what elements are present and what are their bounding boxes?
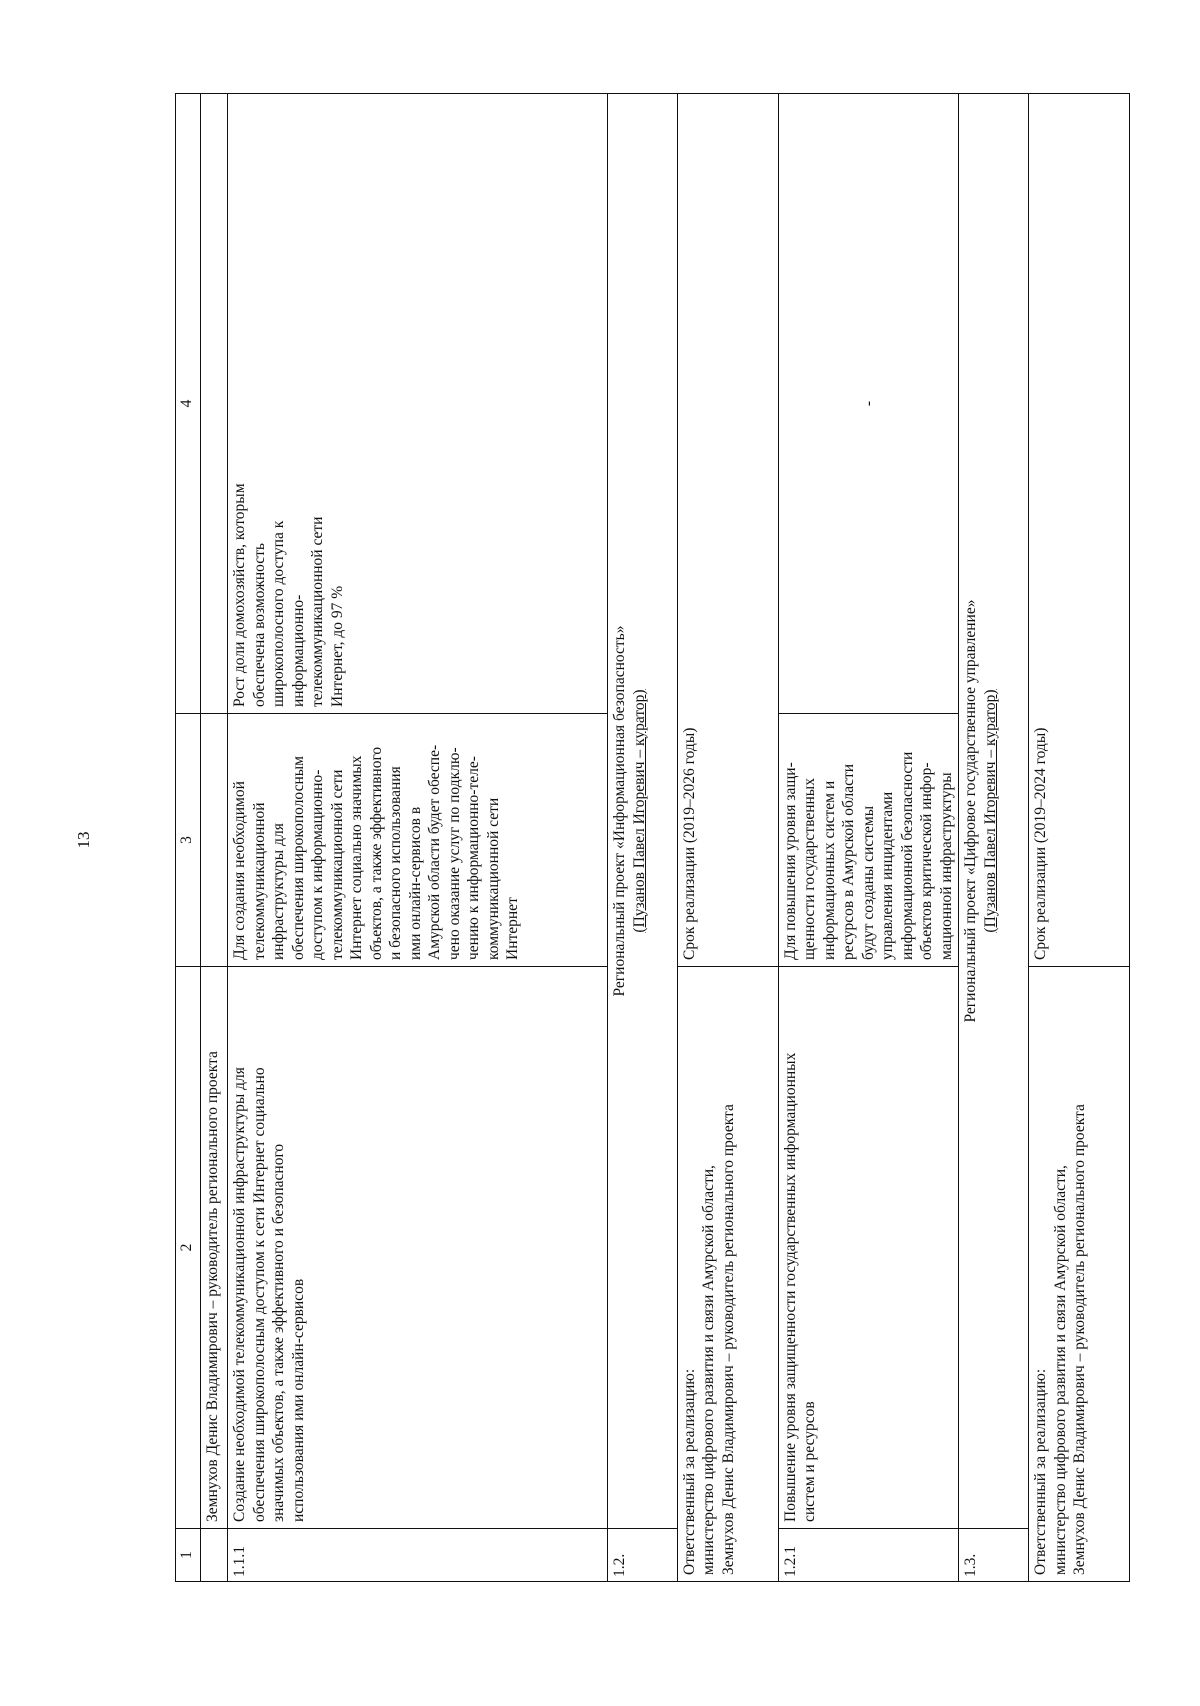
description-line: информационных систем и bbox=[820, 780, 838, 960]
leader-cell: Земнухов Денис Владимирович – руководитель регионального проекта bbox=[201, 967, 228, 1529]
description-line: Для повышения уровня защи- bbox=[781, 762, 799, 960]
description-line: Интернет bbox=[504, 897, 521, 960]
description-line: объектов, а также эффективного bbox=[367, 746, 385, 960]
leader-row bbox=[201, 94, 228, 1582]
description-line: коммуникационной сети bbox=[484, 797, 502, 960]
description-line: мационной инфраструктуры bbox=[937, 772, 955, 960]
project-title: Региональный проект «Цифровое государственное управление» bbox=[962, 599, 980, 1023]
term-cell: Срок реализации (2019–2026 годы) bbox=[677, 94, 778, 967]
description-line: объектов критической инфор- bbox=[918, 762, 936, 960]
project-title-cell bbox=[959, 94, 1029, 1529]
description-line: инфраструктуры для bbox=[270, 823, 287, 960]
task-cell bbox=[228, 967, 608, 1529]
description-line: доступом к информационно- bbox=[309, 769, 326, 960]
description-line: будут созданы системы bbox=[859, 805, 877, 960]
term-cell: Срок реализации (2019–2024 годы) bbox=[1029, 94, 1130, 967]
program-table bbox=[175, 93, 1130, 1582]
project-1-3-row bbox=[959, 94, 1029, 1582]
responsible-1-2-row bbox=[677, 94, 778, 1582]
indicator-line: телекоммуникационной сети bbox=[309, 516, 326, 707]
row-1-1-1 bbox=[228, 94, 608, 1582]
description-line: и безопасного использования bbox=[387, 766, 404, 960]
responsible-line: министерство цифрового развития и связи Амурской области, bbox=[1051, 1165, 1069, 1575]
indicator-line: обеспечена возможность bbox=[250, 543, 268, 707]
responsible-line: Земнухов Денис Владимирович – руководитель регионального проекта bbox=[1071, 1104, 1089, 1575]
row-1-2-1 bbox=[778, 94, 959, 1582]
header-col-3: 3 bbox=[176, 714, 201, 967]
project-curator: (Пузанов Павел Игоревич – куратор) bbox=[981, 689, 999, 933]
project-title-cell bbox=[608, 94, 678, 1529]
project-title: Региональный проект «Информационная безопасность» bbox=[611, 625, 628, 997]
description-line: чено оказание услуг по подклю- bbox=[445, 747, 463, 960]
responsible-1-3-row bbox=[1029, 94, 1130, 1582]
project-curator: (Пузанов Павел Игоревич – куратор) bbox=[630, 689, 648, 933]
task-cell bbox=[778, 967, 959, 1529]
task-line: Создание необходимой телекоммуникационной инфраструктуры для bbox=[231, 1067, 248, 1522]
responsible-line: Ответственный за реализацию: bbox=[1032, 1368, 1050, 1575]
task-line: значимых объектов, а также эффективного и безопасного bbox=[270, 1143, 287, 1522]
indicator-line: Интернет, до 97 % bbox=[328, 585, 346, 707]
row-number: 1.1.1 bbox=[228, 1529, 608, 1582]
project-1-2-row bbox=[608, 94, 678, 1582]
description-line: ресурсов в Амурской области bbox=[840, 763, 858, 960]
indicator-dash-cell: - bbox=[778, 94, 959, 714]
description-line: щенности государственных bbox=[801, 778, 819, 960]
description-line: чению к информационно-теле- bbox=[465, 756, 482, 960]
description-line: телекоммуникационной bbox=[250, 802, 268, 960]
section-number: 1.3. bbox=[959, 1529, 1029, 1582]
responsible-line: Ответственный за реализацию: bbox=[680, 1368, 698, 1575]
section-number: 1.2. bbox=[608, 1529, 678, 1582]
rotated-table-wrapper bbox=[175, 94, 1130, 1582]
task-line: использования ими онлайн-сервисов bbox=[289, 1278, 307, 1522]
description-line: Для создания необходимой bbox=[231, 781, 248, 960]
responsible-cell bbox=[677, 967, 778, 1582]
header-row bbox=[176, 94, 201, 1582]
description-line: управления инцидентами bbox=[879, 791, 897, 960]
description-line: телекоммуникационной сети bbox=[328, 769, 346, 960]
task-line: обеспечения широкополосным доступом к сети Интернет социально bbox=[250, 1067, 268, 1522]
indicator-cell bbox=[228, 94, 608, 714]
description-line: Интернет социально значимых bbox=[348, 755, 365, 960]
description-line: информационной безопасности bbox=[898, 751, 916, 960]
description-line: Амурской области будет обеспе- bbox=[426, 744, 443, 960]
leader-empty-cell-3 bbox=[201, 714, 228, 967]
leader-empty-cell-4 bbox=[201, 94, 228, 714]
header-col-2: 2 bbox=[176, 967, 201, 1529]
task-line: Повышение уровня защищенности государственных информационных bbox=[781, 1052, 799, 1522]
header-col-1: 1 bbox=[176, 1529, 201, 1582]
row-number: 1.2.1 bbox=[778, 1529, 959, 1582]
responsible-line: Земнухов Денис Владимирович – руководитель регионального проекта bbox=[719, 1104, 737, 1575]
task-line: систем и ресурсов bbox=[801, 1401, 819, 1522]
indicator-line: Рост доли домохозяйств, которым bbox=[231, 483, 248, 707]
indicator-line: широкополосного доступа к bbox=[270, 520, 287, 707]
responsible-cell bbox=[1029, 967, 1130, 1582]
description-line: обеспечения широкополосным bbox=[289, 756, 307, 960]
description-line: ими онлайн-сервисов в bbox=[406, 806, 424, 960]
indicator-line: информационно- bbox=[289, 594, 307, 707]
responsible-line: министерство цифрового развития и связи Амурской области, bbox=[700, 1165, 718, 1575]
leader-empty-cell bbox=[201, 1529, 228, 1582]
description-cell bbox=[778, 714, 959, 967]
description-cell bbox=[228, 714, 608, 967]
header-col-4: 4 bbox=[176, 94, 201, 714]
page-number: 13 bbox=[74, 831, 93, 849]
